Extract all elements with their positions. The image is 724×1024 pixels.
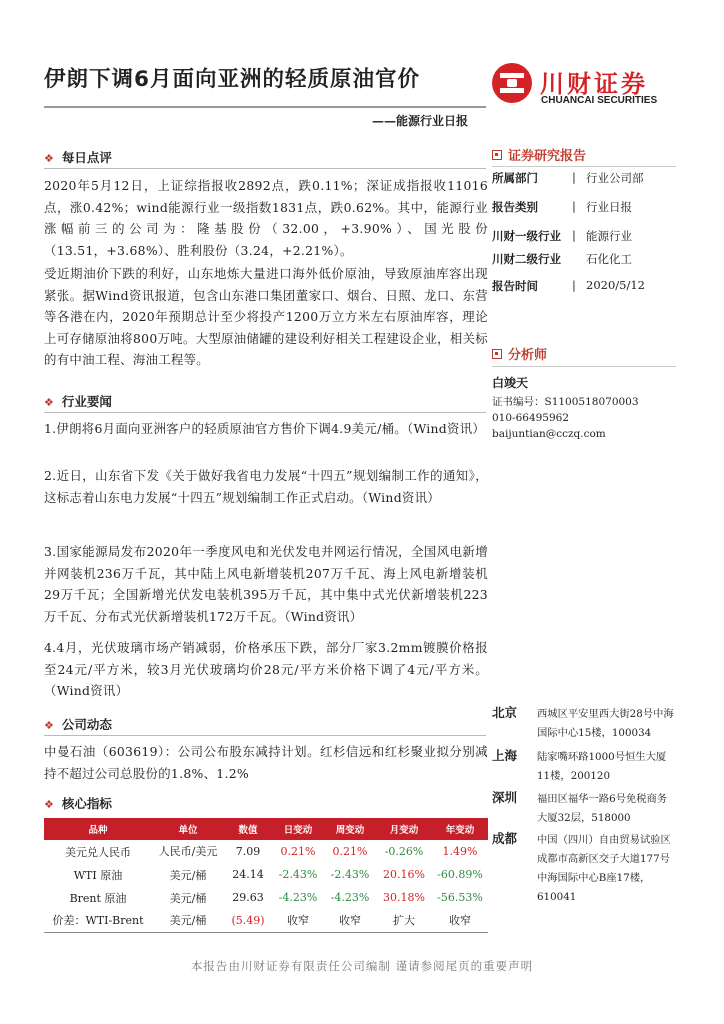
- metric-month-change: -0.26%: [384, 845, 424, 858]
- square-bullet-icon: [492, 349, 502, 359]
- info-row-level2-industry: 川财二级行业 石化化工: [492, 252, 632, 266]
- table-header-row: [44, 818, 488, 840]
- metric-month-change: 30.18%: [383, 891, 425, 904]
- metric-year-change: 收窄: [432, 909, 488, 932]
- info-row-level1-industry: 川财一级行业 | 能源行业: [492, 228, 632, 243]
- metric-name: WTI 原油: [73, 868, 123, 882]
- title-rule: [44, 106, 486, 108]
- logo-text-cn: 川财证券: [540, 70, 648, 98]
- industry-news-item-4: 4.4月，光伏玻璃市场产销减弱，价格承压下跌，部分厂家3.2mm镀膜价格报至24元/平方米，较3月光伏玻璃均价28元/平方米价格下调了4元/平方米。（Wind资讯）: [44, 640, 488, 699]
- daily-review-paragraph-1: 2020年5月12日，上证综指报收2892点，跌0.11%；深证成指报收11016点，涨0.42%；wind能源行业一级指数1831点，跌0.62%。其中，能源行业涨幅前三的公司为：隆基股份（32.00，+3.90%）、国光股份（13.51，+3.68%）、胜利股份（3.24，+2.21%）。: [44, 178, 488, 258]
- report-title: 伊朗下调6月面向亚洲的轻质原油官价: [44, 67, 420, 92]
- industry-news-item-1: 1.伊朗将6月面向亚洲客户的轻质原油官方售价下调4.9美元/桶。（Wind资讯）: [44, 421, 486, 436]
- metric-year-change: -56.53%: [437, 891, 483, 904]
- metric-unit: 人民币/美元: [158, 845, 218, 858]
- sidebar-analyst-heading: 分析师: [492, 344, 547, 363]
- info-row-department: 所属部门 | 行业公司部: [492, 170, 644, 185]
- analyst-cert: 证书编号：S1100518070003: [492, 396, 639, 408]
- table-header-cell: 品种: [44, 818, 152, 840]
- metric-unit: 美元/桶: [152, 909, 224, 932]
- core-metrics-table: [44, 818, 488, 933]
- metric-week-change: 0.21%: [332, 845, 368, 858]
- section-divider: [44, 735, 486, 736]
- page-footer: 本报告由川财证券有限责任公司编制 谨请参阅尾页的重要声明: [190, 959, 534, 973]
- info-row-report-date: 报告时间 | 2020/5/12: [492, 278, 645, 293]
- section-industry-news-heading: ❖ 行业要闻: [44, 394, 112, 409]
- metric-week-change: -4.23%: [330, 891, 370, 904]
- metric-month-change: 扩大: [376, 909, 432, 932]
- metric-year-change: 1.49%: [442, 845, 478, 858]
- diamond-icon: ❖: [44, 152, 54, 165]
- analyst-name: 白竣天: [492, 376, 529, 390]
- sidebar-report-heading: 证券研究报告: [492, 145, 586, 164]
- daily-review-paragraph-2: 受近期油价下跌的利好，山东地炼大量进口海外低价原油，导致原油库容出现紧张。据Wind资讯报道，包含山东港口集团董家口、烟台、日照、龙口、东营等各港在内，2020年预期总计至少将投产1200万立方米左右原油库容，理论上可存储原油将800万吨。大型原油储罐的建设利好相关工程建设企业，相关标的有中油工程、海油工程等。: [44, 266, 488, 368]
- section-divider: [44, 168, 486, 169]
- table-header-cell: 年变动: [432, 818, 488, 840]
- metric-unit: 美元/桶: [169, 891, 207, 905]
- metric-day-change: -2.43%: [278, 868, 318, 881]
- metric-name: 美元兑人民币: [65, 845, 131, 859]
- analyst-email[interactable]: baijuntian@cczq.com: [492, 428, 606, 440]
- table-row: [44, 840, 488, 863]
- table-header-cell: 数值: [224, 818, 272, 840]
- industry-news-item-3: 3.国家能源局发布2020年一季度风电和光伏发电并网运行情况，全国风电新增并网装机236万千瓦，其中陆上风电新增装机207万千瓦、海上风电新增装机29万千瓦；全国新增光伏发电装机395万千瓦，其中集中式光伏新增装机223万千瓦、分布式光伏新增装机172万千瓦。（Wind资讯）: [44, 544, 488, 624]
- sidebar-divider: [492, 366, 676, 367]
- metric-value: 29.63: [232, 891, 264, 904]
- info-row-report-type: 报告类别 | 行业日报: [492, 199, 632, 214]
- diamond-icon: ❖: [44, 798, 54, 811]
- metric-day-change: 0.21%: [280, 845, 316, 858]
- metric-value: (5.49): [224, 909, 272, 932]
- section-daily-review-heading: ❖ 每日点评: [44, 150, 112, 165]
- diamond-icon: ❖: [44, 719, 54, 732]
- table-row: [44, 909, 488, 932]
- company-news-text: 中曼石油（603619）：公司公布股东减持计划。红杉信远和红杉聚业拟分别减持不超过公司总股份的1.8%、1.2%: [44, 744, 488, 781]
- logo-text-en: CHUANCAI SECURITIES: [541, 95, 658, 106]
- table-header-cell: 单位: [152, 818, 224, 840]
- metric-day-change: -4.23%: [278, 891, 318, 904]
- industry-news-item-2: 2.近日，山东省下发《关于做好我省电力发展“十四五”规划编制工作的通知》，这标志着山东电力发展“十四五”规划编制工作正式启动。（Wind资讯）: [44, 468, 488, 505]
- metric-value: 24.14: [232, 868, 264, 881]
- metric-year-change: -60.89%: [437, 868, 483, 881]
- metric-month-change: 20.16%: [383, 868, 425, 881]
- metric-name: Brent 原油: [69, 891, 127, 905]
- analyst-phone: 010-66495962: [492, 412, 570, 424]
- analyst-card: [492, 372, 639, 442]
- metric-week-change: 收窄: [324, 909, 376, 932]
- square-bullet-icon: [492, 150, 502, 160]
- section-metrics-heading: ❖ 核心指标: [44, 796, 112, 811]
- table-row: [44, 863, 488, 886]
- table-header-cell: 月变动: [376, 818, 432, 840]
- diamond-icon: ❖: [44, 396, 54, 409]
- chuancai-logo-icon: [492, 63, 532, 103]
- table-row: [44, 886, 488, 909]
- metric-value: 7.09: [235, 845, 261, 858]
- section-divider: [44, 412, 486, 413]
- table-header-cell: 周变动: [324, 818, 376, 840]
- metric-day-change: 收窄: [272, 909, 324, 932]
- table-header-cell: 日变动: [272, 818, 324, 840]
- sidebar-divider: [492, 166, 676, 167]
- report-subtitle: ——能源行业日报: [372, 114, 469, 128]
- metric-name: 价差：WTI-Brent: [44, 909, 152, 932]
- section-company-news-heading: ❖ 公司动态: [44, 717, 112, 732]
- metric-unit: 美元/桶: [169, 868, 207, 882]
- metric-week-change: -2.43%: [330, 868, 370, 881]
